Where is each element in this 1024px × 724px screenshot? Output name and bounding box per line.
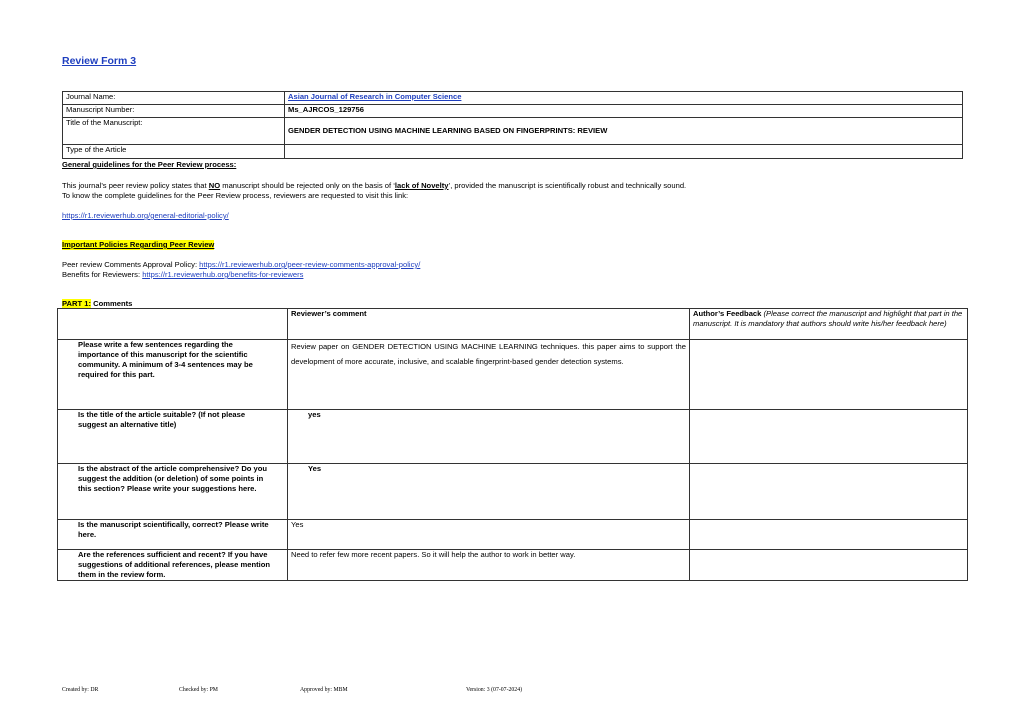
part1-title: Comments [90, 299, 133, 308]
header-empty-cell [58, 309, 288, 340]
table-row [58, 520, 968, 550]
footer-created-by: Created by: DR [62, 687, 99, 693]
reviewer-comment-cell[interactable]: Review paper on GENDER DETECTION USING MACHINE LEARNING techniques. this paper aims to support the development of more accurate, inclusive, and scalable fingerprint-based gender detection systems. [288, 340, 690, 410]
author-feedback-header-bold: Author’s Feedback [693, 309, 762, 318]
form-title: Review Form 3 [62, 55, 137, 67]
question-cell: Are the references sufficient and recent? If you have suggestions of additional references, please mention them in the review form. [58, 550, 288, 581]
reviewer-comment-cell[interactable]: Need to refer few more recent papers. So it will help the author to work in better way. [288, 550, 690, 581]
reviewer-comment-cell[interactable]: Yes [288, 520, 690, 550]
manuscript-title-value: GENDER DETECTION USING MACHINE LEARNING BASED ON FINGERPRINTS: REVIEW [285, 118, 963, 145]
guidelines-visit-text: To know the complete guidelines for the Peer Review process, reviewers are requested to visit this link: [62, 191, 409, 200]
editorial-policy-link[interactable]: https://r1.reviewerhub.org/general-editorial-policy/ [62, 211, 229, 220]
comments-header-row [58, 309, 968, 340]
footer-approved-by: Approved by: MBM [300, 687, 348, 693]
author-feedback-cell[interactable] [690, 340, 968, 410]
policy-text-2: manuscript should be rejected only on the basis of ‘ [220, 181, 395, 190]
manuscript-number-value: Ms_AJRCOS_129756 [285, 105, 963, 118]
journal-label: Journal Name: [63, 92, 285, 105]
author-feedback-cell[interactable] [690, 464, 968, 520]
author-feedback-cell[interactable] [690, 550, 968, 581]
table-row [58, 550, 968, 581]
question-cell: Is the title of the article suitable? (If not please suggest an alternative title) [58, 410, 288, 464]
author-feedback-cell[interactable] [690, 520, 968, 550]
journal-row [63, 92, 963, 105]
manuscript-number-row [63, 105, 963, 118]
policy-no-emphasis: NO [208, 181, 221, 190]
footer-checked-by: Checked by: PM [179, 687, 218, 693]
question-cell: Is the manuscript scientifically, correct? Please write here. [58, 520, 288, 550]
benefits-label: Benefits for Reviewers: [62, 270, 143, 279]
approval-policy-label: Peer review Comments Approval Policy: [62, 260, 200, 269]
benefits-link[interactable]: https://r1.reviewerhub.org/benefits-for-reviewers [142, 270, 304, 279]
policy-text-1: This journal’s peer review policy states that [62, 181, 209, 190]
table-row [58, 410, 968, 464]
manuscript-number-label: Manuscript Number: [63, 105, 285, 118]
reviewer-comment-cell[interactable]: Yes [288, 464, 690, 520]
table-row [58, 464, 968, 520]
footer-version: Version: 3 (07-07-2024) [466, 687, 523, 693]
part1-label: PART 1: [62, 299, 91, 308]
guidelines-heading: General guidelines for the Peer Review process: [62, 160, 237, 169]
approval-policy-link[interactable]: https://r1.reviewerhub.org/peer-review-comments-approval-policy/ [199, 260, 421, 269]
manuscript-title-label: Title of the Manuscript: [63, 118, 285, 145]
policy-text-3: ’, provided the manuscript is scientifically robust and technically sound. [448, 181, 687, 190]
reviewer-comment-header: Reviewer’s comment [288, 309, 690, 340]
question-cell: Please write a few sentences regarding the importance of this manuscript for the scientific community. A minimum of 3-4 sentences may be required for this part. [58, 340, 288, 410]
question-cell: Is the abstract of the article comprehensive? Do you suggest the addition (or deletion) of some points in this section? Please write your suggestions here. [58, 464, 288, 520]
policy-novelty-emphasis: lack of Novelty [394, 181, 449, 190]
manuscript-info-table [62, 91, 963, 159]
author-feedback-header [690, 309, 968, 340]
comments-table [57, 308, 968, 581]
table-row [58, 340, 968, 410]
policy-statement [62, 181, 686, 191]
article-type-value [285, 145, 963, 159]
benefits-line [62, 270, 303, 280]
manuscript-title-row [63, 118, 963, 145]
policies-heading: Important Policies Regarding Peer Review [62, 240, 215, 249]
author-feedback-cell[interactable] [690, 410, 968, 464]
approval-policy-line [62, 260, 420, 270]
article-type-label: Type of the Article [63, 145, 285, 159]
reviewer-comment-cell[interactable]: yes [288, 410, 690, 464]
journal-link[interactable]: Asian Journal of Research in Computer Science [288, 92, 462, 101]
author-feedback-header-note: (Please correct the manuscript and highlight that part in the manuscript. It is mandatory that authors should write his/her feedback here) [693, 309, 963, 328]
article-type-row [63, 145, 963, 159]
